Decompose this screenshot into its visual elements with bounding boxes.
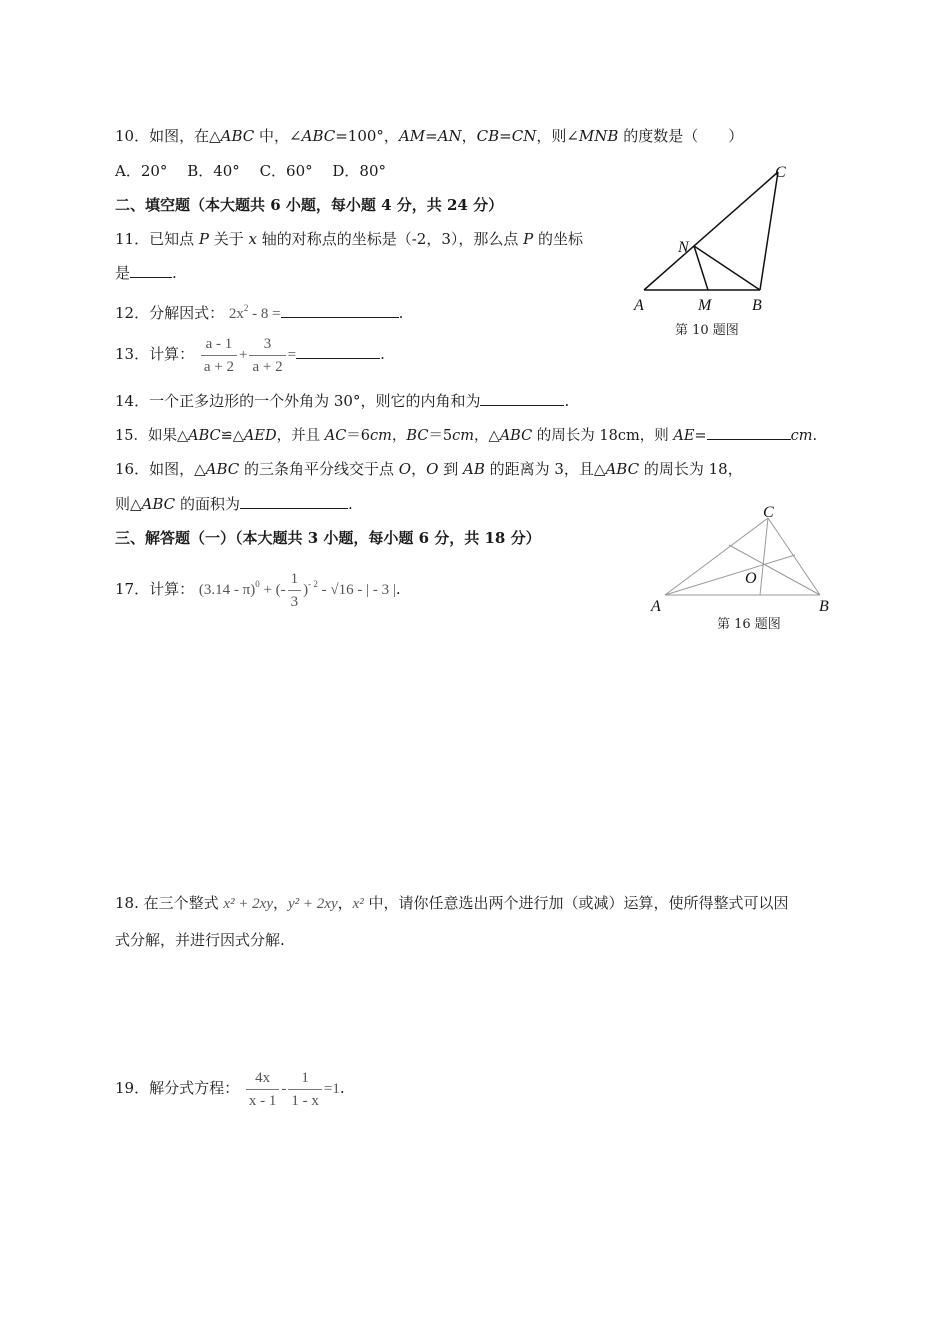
q15-text: 15．如果△: [115, 428, 189, 444]
q12-expr-term: - 8 =: [248, 306, 281, 322]
q11-point: P: [523, 230, 534, 248]
segment-nm: [694, 246, 708, 290]
q16-triangle: ABC: [205, 460, 240, 478]
q19-label: 19．解分式方程：: [115, 1079, 240, 1097]
q11-text: 的坐标: [533, 230, 584, 248]
q18-label: 18. 在三个整式: [115, 894, 224, 912]
q13-equals: =: [287, 347, 297, 363]
q16-text: ，: [411, 460, 427, 478]
vertex-c-label: C: [763, 504, 774, 521]
segment-nb: [694, 246, 760, 290]
segment-bc: [760, 172, 778, 290]
q10-text: =100°，: [335, 127, 399, 145]
q15-unit: cm: [790, 428, 813, 444]
q15-answer-blank[interactable]: [707, 425, 791, 440]
q15: [115, 425, 817, 446]
q10-text: ，则∠: [536, 127, 579, 145]
q17-term: + (-: [259, 582, 286, 598]
q16-triangle: ABC: [605, 460, 640, 478]
q15-triangle: ABC: [499, 428, 533, 444]
q15-text: =: [694, 428, 707, 444]
figure-q16-caption: 第 16 题图: [717, 617, 781, 632]
section-2-heading: 二、填空题（本大题共 6 小题，每小题 4 分，共 24 分）: [115, 196, 504, 214]
q15-period: .: [812, 428, 818, 444]
vertex-c-label: C: [775, 164, 786, 181]
vertex-b-label: B: [752, 297, 762, 314]
q11-axis: x: [248, 230, 257, 248]
q16-text: 16．如图，△: [115, 460, 206, 478]
incenter-o-label: O: [745, 570, 757, 587]
q15-segment: AC: [324, 428, 347, 444]
q10-text: 的度数是（ ）: [618, 127, 744, 145]
q19-f2-denominator: 1 - x: [291, 1092, 319, 1109]
q17-period: .: [395, 580, 401, 598]
q19-f1-numerator: 4x: [246, 1069, 280, 1090]
q16-point: O: [426, 460, 439, 478]
q11-period: .: [172, 264, 177, 282]
q17-label: 17．计算：: [115, 580, 195, 598]
vertex-b-label: B: [819, 598, 829, 615]
bisector-from-c: [760, 518, 768, 595]
q11-text: 关于: [208, 230, 249, 248]
q12: [115, 298, 403, 324]
q16-line1: [115, 459, 743, 479]
q17-exponent: 0: [255, 579, 260, 589]
q13-f2-denominator: a + 2: [252, 358, 283, 375]
q13-plus: +: [239, 347, 248, 363]
figure-q10-caption: 第 10 题图: [675, 323, 739, 338]
q18-expression-3: x²: [352, 896, 364, 912]
q19-f1-denominator: x - 1: [248, 1092, 277, 1109]
q16-line2: [115, 494, 353, 514]
q13-label: 13．计算：: [115, 345, 195, 363]
q12-expr-term: 2x: [228, 306, 244, 322]
q12-expression: [228, 303, 281, 322]
triangle-side-bc: [768, 518, 820, 595]
figure-q16: [645, 500, 845, 615]
q17-fraction: [288, 570, 302, 611]
q13-period: .: [380, 345, 385, 363]
bisector-from-a: [665, 555, 795, 595]
q17: [115, 564, 401, 611]
q19-equals: =1: [323, 1081, 340, 1097]
q10-text: ，: [461, 127, 477, 145]
q14-answer-blank[interactable]: [480, 391, 564, 406]
q18-expression-2: y² + 2xy: [288, 896, 338, 912]
q17-exponent: - 2: [308, 579, 318, 589]
q15-text: ，: [391, 428, 407, 444]
q16-text: 的三条角平分线交于点: [239, 460, 399, 478]
q10-angle: ABC: [301, 127, 336, 145]
q11-text: 11．已知点: [115, 230, 199, 248]
q16-text: 的面积为: [175, 495, 240, 513]
q16-text: 的周长为 18，: [639, 460, 743, 478]
q19-period: .: [339, 1079, 345, 1097]
q14-text: 14．一个正多边形的一个外角为 30°，则它的内角和为: [115, 392, 481, 410]
q15-text: ，并且: [276, 428, 325, 444]
vertex-a-label: A: [651, 598, 661, 615]
q18-text: 中，请你任意选出两个进行加（或减）运算，使所得整式可以因: [363, 894, 789, 912]
q16-text: 的距离为 3，且△: [484, 460, 606, 478]
q18-separator: ，: [337, 894, 353, 912]
q19-fraction-2: [288, 1069, 322, 1110]
q16-segment: AB: [462, 460, 485, 478]
q15-congruent: ≌△: [220, 428, 244, 444]
q10-options: A．20° B．40° C．60° D．80°: [115, 162, 387, 180]
q16-period: .: [347, 495, 353, 513]
q13-answer-blank[interactable]: [296, 344, 380, 359]
q10-number: 10．: [115, 127, 150, 145]
q16-text: 到: [438, 460, 463, 478]
q13-f1-numerator: a - 1: [201, 335, 237, 356]
q15-text: 的周长为 18cm，则: [532, 428, 674, 444]
q11-line2: [115, 263, 177, 283]
q17-numerator: 1: [288, 570, 302, 591]
q13-f2-numerator: 3: [249, 335, 285, 356]
q18-line2: 式分解，并进行因式分解.: [115, 931, 285, 949]
q17-term: - √16 - | - 3 |: [317, 582, 396, 598]
q15-segment: AE: [673, 428, 695, 444]
q10-text: 如图，在△: [149, 127, 221, 145]
q12-exponent: 2: [243, 303, 249, 313]
vertex-a-label: A: [634, 297, 644, 314]
q10-am-an: AM=AN: [398, 127, 462, 145]
figure-q10: [630, 160, 800, 320]
q12-label: 12．分解因式：: [115, 304, 225, 322]
q12-period: .: [398, 304, 404, 322]
q19: [115, 1068, 345, 1110]
q11-answer-blank[interactable]: [130, 263, 172, 278]
q11-line1: [115, 229, 583, 249]
q11-point: P: [198, 230, 209, 248]
q10-stem: [115, 126, 743, 146]
q10-text: 中，∠: [254, 127, 302, 145]
q16-text: 则△: [115, 495, 142, 513]
q11-text: 轴的对称点的坐标是（-2，3），那么点: [256, 230, 524, 248]
q18-line1: [115, 893, 789, 914]
q17-term: ): [303, 582, 309, 598]
q13-fraction-1: [201, 335, 237, 376]
q14-period: .: [564, 392, 570, 410]
q15-text: ＝6: [346, 428, 371, 444]
q17-term: (3.14 - π): [198, 582, 256, 598]
segment-ac: [644, 172, 778, 290]
q19-fraction-1: [246, 1069, 280, 1110]
q13-fraction-2: [249, 335, 285, 376]
q10-mnb: MNB: [578, 127, 619, 145]
vertex-m-label: M: [698, 297, 712, 314]
section-3-heading: 三、解答题（一）（本大题共 3 小题，每小题 6 分，共 18 分）: [115, 529, 541, 547]
q18-separator: ，: [273, 894, 289, 912]
q13: [115, 334, 385, 376]
q16-point: O: [398, 460, 412, 478]
q15-text: ，△: [474, 428, 500, 444]
q15-unit: cm: [370, 428, 392, 444]
q19-minus: -: [281, 1081, 287, 1097]
q10-triangle: ABC: [220, 127, 255, 145]
q18-expression-1: x² + 2xy: [223, 896, 273, 912]
bisector-from-b: [729, 545, 820, 595]
q14: [115, 391, 569, 411]
q19-f2-numerator: 1: [288, 1069, 322, 1090]
q15-triangle: ABC: [188, 428, 221, 444]
q12-answer-blank[interactable]: [281, 303, 399, 318]
q15-unit: cm: [452, 428, 475, 444]
vertex-n-label: N: [678, 239, 689, 256]
q11-text: 是: [115, 264, 131, 282]
q16-answer-blank[interactable]: [240, 494, 348, 509]
q13-f1-denominator: a + 2: [203, 358, 234, 375]
q17-denominator: 3: [290, 593, 299, 610]
q15-segment: BC: [406, 428, 429, 444]
q10-cb-cn: CB=CN: [476, 127, 537, 145]
q15-triangle: AED: [243, 428, 277, 444]
q16-triangle: ABC: [141, 495, 176, 513]
q15-text: ＝5: [428, 428, 453, 444]
